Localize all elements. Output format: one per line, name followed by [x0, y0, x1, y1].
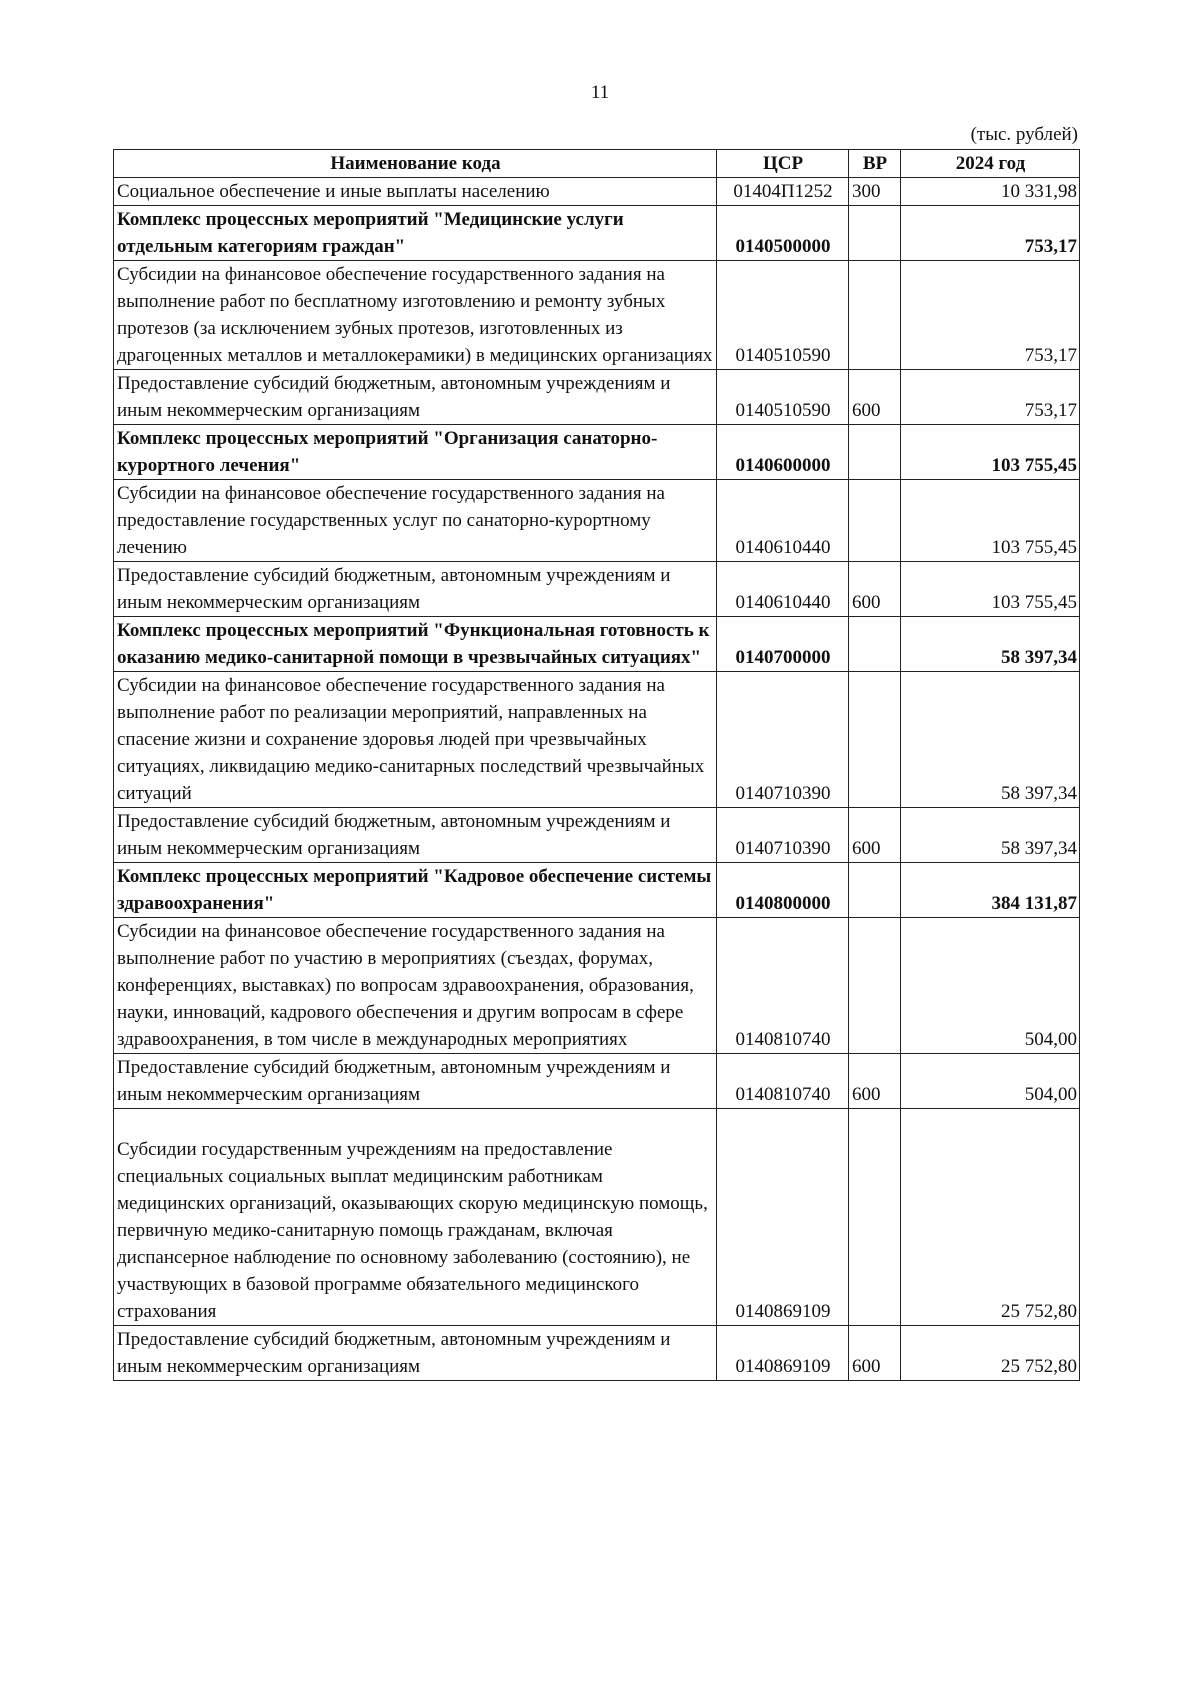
row-name: Комплекс процессных мероприятий "Кадровое обеспечение системы здравоохранения" [114, 863, 717, 918]
row-amount: 753,17 [901, 370, 1080, 425]
row-csr: 0140810740 [717, 918, 849, 1054]
row-amount: 58 397,34 [901, 808, 1080, 863]
row-name: Предоставление субсидий бюджетным, автономным учреждениям и иным некоммерческим организациям [114, 808, 717, 863]
row-name: Субсидии государственным учреждениям на предоставление специальных социальных выплат медицинским работникам медицинских организаций, оказывающих скорую медицинскую помощь, первичную медико-санитарную помощь гражданам, включая диспансерное наблюдение по основному заболеванию (состоянию), не участвующих в базовой программе обязательного медицинского страхования [114, 1109, 717, 1326]
header-year: 2024 год [901, 150, 1080, 178]
table-row [114, 1326, 1080, 1381]
page-number: 11 [590, 82, 610, 103]
row-vr [849, 425, 901, 480]
table-row-complex [114, 425, 1080, 480]
row-csr: 0140500000 [717, 206, 849, 261]
row-amount: 103 755,45 [901, 425, 1080, 480]
row-csr: 0140810740 [717, 1054, 849, 1109]
row-csr: 01404П1252 [717, 178, 849, 206]
header-vr: ВР [849, 150, 901, 178]
row-csr: 0140710390 [717, 672, 849, 808]
row-vr: 300 [849, 178, 901, 206]
table-row [114, 261, 1080, 370]
table-row-complex [114, 863, 1080, 918]
row-vr [849, 261, 901, 370]
row-amount: 504,00 [901, 1054, 1080, 1109]
row-vr [849, 1109, 901, 1326]
row-vr: 600 [849, 1326, 901, 1381]
row-vr [849, 672, 901, 808]
row-name: Комплекс процессных мероприятий "Функциональная готовность к оказанию медико-санитарной помощи в чрезвычайных ситуациях" [114, 617, 717, 672]
row-vr: 600 [849, 808, 901, 863]
row-name: Социальное обеспечение и иные выплаты населению [114, 178, 717, 206]
budget-table [113, 149, 1080, 1381]
table-row [114, 370, 1080, 425]
row-csr: 0140600000 [717, 425, 849, 480]
row-csr: 0140510590 [717, 370, 849, 425]
table-row [114, 808, 1080, 863]
row-name: Предоставление субсидий бюджетным, автономным учреждениям и иным некоммерческим организациям [114, 1326, 717, 1381]
row-name: Субсидии на финансовое обеспечение государственного задания на выполнение работ по бесплатному изготовлению и ремонту зубных протезов (за исключением зубных протезов, изготовленных из драгоценных металлов и металлокерамики) в медицинских организациях [114, 261, 717, 370]
row-name: Предоставление субсидий бюджетным, автономным учреждениям и иным некоммерческим организациям [114, 1054, 717, 1109]
row-vr [849, 206, 901, 261]
row-csr: 0140800000 [717, 863, 849, 918]
row-amount: 103 755,45 [901, 480, 1080, 562]
row-name: Субсидии на финансовое обеспечение государственного задания на выполнение работ по участию в мероприятиях (съездах, форумах, конференциях, выставках) по вопросам здравоохранения, образования, науки, инноваций, кадрового обеспечения и другим вопросам в сфере здравоохранения, в том числе в международных мероприятиях [114, 918, 717, 1054]
table-row [114, 918, 1080, 1054]
row-amount: 504,00 [901, 918, 1080, 1054]
row-amount: 103 755,45 [901, 562, 1080, 617]
header-csr: ЦСР [717, 150, 849, 178]
row-vr: 600 [849, 562, 901, 617]
row-csr: 0140700000 [717, 617, 849, 672]
row-name: Субсидии на финансовое обеспечение государственного задания на предоставление государственных услуг по санаторно-курортному лечению [114, 480, 717, 562]
row-vr [849, 863, 901, 918]
row-csr: 0140610440 [717, 480, 849, 562]
units-label: (тыс. рублей) [970, 124, 1078, 145]
table-row [114, 672, 1080, 808]
row-csr: 0140869109 [717, 1109, 849, 1326]
row-csr: 0140710390 [717, 808, 849, 863]
row-amount: 10 331,98 [901, 178, 1080, 206]
table-row [114, 1109, 1080, 1326]
header-name: Наименование кода [114, 150, 717, 178]
row-vr [849, 617, 901, 672]
row-name: Предоставление субсидий бюджетным, автономным учреждениям и иным некоммерческим организациям [114, 562, 717, 617]
row-name: Комплекс процессных мероприятий "Организация санаторно-курортного лечения" [114, 425, 717, 480]
row-amount: 58 397,34 [901, 617, 1080, 672]
row-csr: 0140510590 [717, 261, 849, 370]
row-name: Комплекс процессных мероприятий "Медицинские услуги отдельным категориям граждан" [114, 206, 717, 261]
row-amount: 25 752,80 [901, 1326, 1080, 1381]
row-amount: 58 397,34 [901, 672, 1080, 808]
table-row [114, 178, 1080, 206]
row-amount: 25 752,80 [901, 1109, 1080, 1326]
table-row [114, 562, 1080, 617]
row-amount: 753,17 [901, 261, 1080, 370]
table-row [114, 480, 1080, 562]
row-csr: 0140869109 [717, 1326, 849, 1381]
row-name: Предоставление субсидий бюджетным, автономным учреждениям и иным некоммерческим организациям [114, 370, 717, 425]
table-row-complex [114, 617, 1080, 672]
table-row-complex [114, 206, 1080, 261]
row-csr: 0140610440 [717, 562, 849, 617]
row-vr: 600 [849, 1054, 901, 1109]
row-vr [849, 480, 901, 562]
table-header-row [114, 150, 1080, 178]
row-vr [849, 918, 901, 1054]
table-row [114, 1054, 1080, 1109]
row-name: Субсидии на финансовое обеспечение государственного задания на выполнение работ по реализации мероприятий, направленных на спасение жизни и сохранение здоровья людей при чрезвычайных ситуациях, ликвидацию медико-санитарных последствий чрезвычайных ситуаций [114, 672, 717, 808]
row-amount: 753,17 [901, 206, 1080, 261]
row-vr: 600 [849, 370, 901, 425]
row-amount: 384 131,87 [901, 863, 1080, 918]
